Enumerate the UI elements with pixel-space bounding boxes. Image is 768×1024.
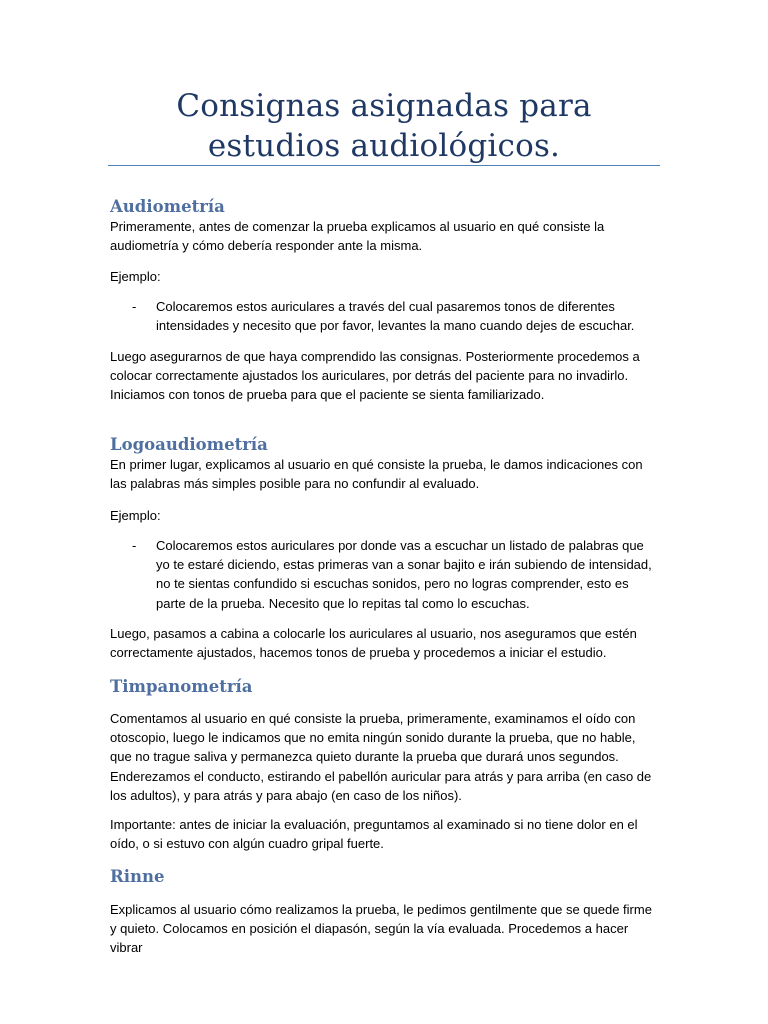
title-underline [108,165,660,166]
timpanometria-paragraph-2: Importante: antes de iniciar la evaluación, preguntamos al examinado si no tiene dolor en el oído, o si estuvo con algún cuadro gripal fuerte. [110,817,638,852]
timpanometria-paragraph-1: Comentamos al usuario en qué consiste la prueba, primeramente, examinamos el oído con otoscopio, luego le indicamos que no emita ningún sonido durante la prueba, que no hable, que no trague saliva y permanezca quieto durante la prueba que durará unos segundos. Enderezamos el conducto, estirando el pabellón auricular para atrás y para arriba (en caso de los adultos), y para atrás y para abajo (en caso de los niños). [110,711,652,803]
logoaudiometria-ejemplo-label: Ejemplo: [110,508,161,523]
bullet-dash: - [132,538,137,553]
audiometria-closing: Luego asegurarnos de que haya comprendido las consignas. Posteriormente procedemos a colocar correctamente ajustados los auriculares, por detrás del paciente para no invadirlo. Iniciamos con tonos de prueba para que el paciente se sienta familiarizado. [110,349,640,403]
audiometria-intro: Primeramente, antes de comenzar la prueba explicamos al usuario en qué consiste la audiometría y cómo debería responder ante la misma. [110,219,605,254]
audiometria-bullet-text: Colocaremos estos auriculares a través del cual pasaremos tonos de diferentes intensidades y necesito que por favor, levantes la mano cuando dejes de escuchar. [156,299,635,334]
audiometria-ejemplo-label: Ejemplo: [110,269,161,284]
heading-logoaudiometria: Logoaudiometría [110,435,268,454]
heading-timpanometria: Timpanometría [110,677,253,696]
document-title: Consignas asignadas para estudios audiológicos. [176,88,592,164]
logoaudiometria-intro: En primer lugar, explicamos al usuario en qué consiste la prueba, le damos indicaciones con las palabras más simples posible para no confundir al evaluado. [110,457,643,492]
heading-rinne: Rinne [110,867,165,886]
rinne-paragraph-1: Explicamos al usuario cómo realizamos la prueba, le pedimos gentilmente que se quede firme y quieto. Colocamos en posición el diapasón, según la vía evaluada. Procedemos a hacer vibrar [110,902,652,956]
bullet-dash: - [132,299,137,314]
logoaudiometria-bullet-text: Colocaremos estos auriculares por donde vas a escuchar un listado de palabras que yo te estaré diciendo, estas primeras van a sonar bajito e irán subiendo de intensidad, no te sientas confundido si escuchas sonidos, pero no logras comprender, esto es parte de la prueba. Necesito que lo repitas tal como lo escuchas. [156,538,652,611]
logoaudiometria-closing: Luego, pasamos a cabina a colocarle los auriculares al usuario, nos aseguramos que estén correctamente ajustados, hacemos tonos de prueba y procedemos a iniciar el estudio. [110,626,637,661]
heading-audiometria: Audiometría [110,197,225,216]
